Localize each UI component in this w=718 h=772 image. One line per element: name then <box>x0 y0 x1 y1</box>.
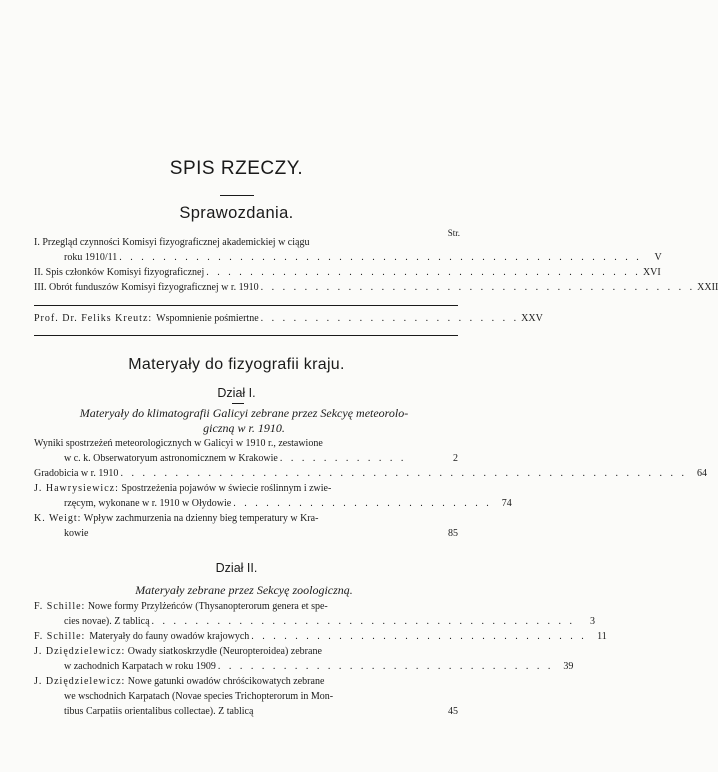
toc-entry <box>34 281 718 295</box>
toc-entry-line: Wyniki spostrzeżeń meteorologicznych w Galicyi w 1910 r., zestawione <box>34 438 323 449</box>
toc-entry-line: rzęcym, wykonane w r. 1910 w Ołydowie <box>64 498 232 509</box>
toc-entry-line: III. Obrót funduszów Komisyi fizyograficznej w r. 1910 <box>34 282 259 293</box>
toc-page-number: XVI <box>642 267 661 278</box>
toc-entry <box>34 512 458 526</box>
section-heading-materyaly: Materyały do fizyografii kraju. <box>128 356 345 373</box>
part-heading-dzial-1: Dział I. <box>217 386 256 400</box>
toc-entry-line: Materyały do fauny owadów krajowych <box>89 631 250 642</box>
toc-author: F. Schille: <box>34 601 86 612</box>
toc-entry-line: II. Spis członków Komisyi fizyograficznej <box>34 267 205 278</box>
toc-entry <box>64 660 574 674</box>
leader-dots: . . . . . . . . . . . . . . . . . . . . . . . . . . . . . . . . . . . . . . . <box>151 616 576 627</box>
toc-entry <box>34 630 607 644</box>
toc-entry-obituary <box>34 312 543 326</box>
toc-page-number: 45 <box>448 706 458 717</box>
toc-entry <box>34 266 661 280</box>
leader-dots <box>253 705 440 719</box>
toc-entry-line: Nowe formy Przylżeńców (Thysanopterorum genera et spe- <box>87 601 328 612</box>
toc-page-number: 85 <box>448 528 458 539</box>
toc-author: J. Hawrysiewicz: <box>34 483 119 494</box>
toc-author: J. Dziędzielewicz: <box>34 676 126 687</box>
toc-entry-line: Gradobicia w r. 1910 <box>34 468 119 479</box>
toc-entry <box>34 645 458 659</box>
toc-entry-line: w c. k. Obserwatoryum astronomicznem w Krakowie <box>64 453 278 464</box>
toc-entry <box>34 467 707 481</box>
part-subtitle: Materyały zebrane przez Sekcyę zoologiczną. <box>135 583 353 597</box>
toc-entry-line: roku 1910/11 <box>64 252 118 263</box>
leader-dots: . . . . . . . . . . . . . . . . . . . . . . . . . . . . . . . <box>217 661 554 672</box>
toc-entry-line: Owady siatkoskrzydłe (Neuropteroidea) zebrane <box>127 646 322 657</box>
toc-entry-line: Nowe gatunki owadów chróścikowatych zebrane <box>127 676 325 687</box>
toc-entry-line: I. Przegląd czynności Komisyi fizyograficznej akademickiej w ciągu <box>34 237 310 248</box>
toc-entry-line: tibus Carpatiis orientalibus collectae). Z tablicą <box>64 706 254 717</box>
part-rule <box>232 403 244 404</box>
leader-dots: . . . . . . . . . . . . . . . . . . . . . . . . . . . . . . . . . . . . . . . . . . . . . . . . . . . . <box>120 468 687 479</box>
leader-dots: . . . . . . . . . . . . . . . . . . . . . . . . <box>233 498 492 509</box>
toc-entry-line: kowie <box>64 528 89 539</box>
leader-dots: . . . . . . . . . . . . . . . . . . . . . . . . . . . . . . . . . . . . . . . . <box>206 267 641 278</box>
section-rule <box>34 305 458 306</box>
toc-entry-line: cies novae). Z tablicą <box>64 616 150 627</box>
toc-page-number: 74 <box>501 498 512 509</box>
toc-page-number: 39 <box>563 661 574 672</box>
toc-entry <box>64 527 458 541</box>
leader-dots: . . . . . . . . . . . . . . . . . . . . . . . . . . . . . . . . . . . . . . . . . . . . . . . . <box>119 252 642 263</box>
toc-entry <box>64 452 458 466</box>
toc-entry-line: Spostrzeżenia pojawów w świecie roślinnym i zwie- <box>121 483 332 494</box>
toc-entry-line: Wpływ zachmurzenia na dzienny bieg temperatury w Kra- <box>83 513 319 524</box>
toc-page-number: 2 <box>453 453 458 464</box>
part-heading-dzial-2: Dział II. <box>215 561 258 575</box>
section-rule <box>34 335 458 336</box>
toc-entry <box>64 497 512 511</box>
toc-entry-line: w zachodnich Karpatach w roku 1909 <box>64 661 216 672</box>
toc-entry <box>34 482 458 496</box>
toc-page-number: V <box>654 252 662 263</box>
page-title: SPIS RZECZY. <box>169 158 304 179</box>
leader-dots: . . . . . . . . . . . . . . . . . . . . . . . . <box>260 313 520 324</box>
leader-dots <box>88 527 440 541</box>
toc-author: Prof. Dr. Feliks Kreutz: <box>34 313 153 324</box>
leader-dots: . . . . . . . . . . . . <box>279 453 407 464</box>
toc-author: J. Dziędzielewicz: <box>34 646 126 657</box>
toc-entry <box>64 251 662 265</box>
toc-entry-line: Wspomnienie pośmiertne <box>156 313 259 324</box>
part-subtitle: giczną w r. 1910. <box>203 421 285 435</box>
section-heading-sprawozdania: Sprawozdania. <box>179 204 294 222</box>
title-rule <box>220 195 254 196</box>
page-column-label: Str. <box>447 228 460 238</box>
toc-page-number: 11 <box>597 631 607 642</box>
toc-page-number: 64 <box>696 468 707 479</box>
toc-entry-line: we wschodnich Karpatach (Novae species Trichopterorum in Mon- <box>64 691 334 702</box>
toc-entry <box>34 675 458 689</box>
toc-page-number: XXV <box>521 313 543 324</box>
toc-entry <box>64 705 458 719</box>
leader-dots: . . . . . . . . . . . . . . . . . . . . . . . . . . . . . . . <box>251 631 587 642</box>
toc-page-number: XXII <box>697 282 718 293</box>
toc-entry <box>34 600 458 614</box>
leader-dots: . . . . . . . . . . . . . . . . . . . . . . . . . . . . . . . . . . . . . . . . <box>260 282 696 293</box>
toc-author: K. Weigt: <box>34 513 82 524</box>
toc-entry <box>64 615 596 629</box>
toc-page-number: 3 <box>590 616 596 627</box>
part-subtitle: Materyały do klimatografii Galicyi zebrane przez Sekcyę meteorolo- <box>79 406 409 420</box>
toc-author: F. Schille: <box>34 631 86 642</box>
